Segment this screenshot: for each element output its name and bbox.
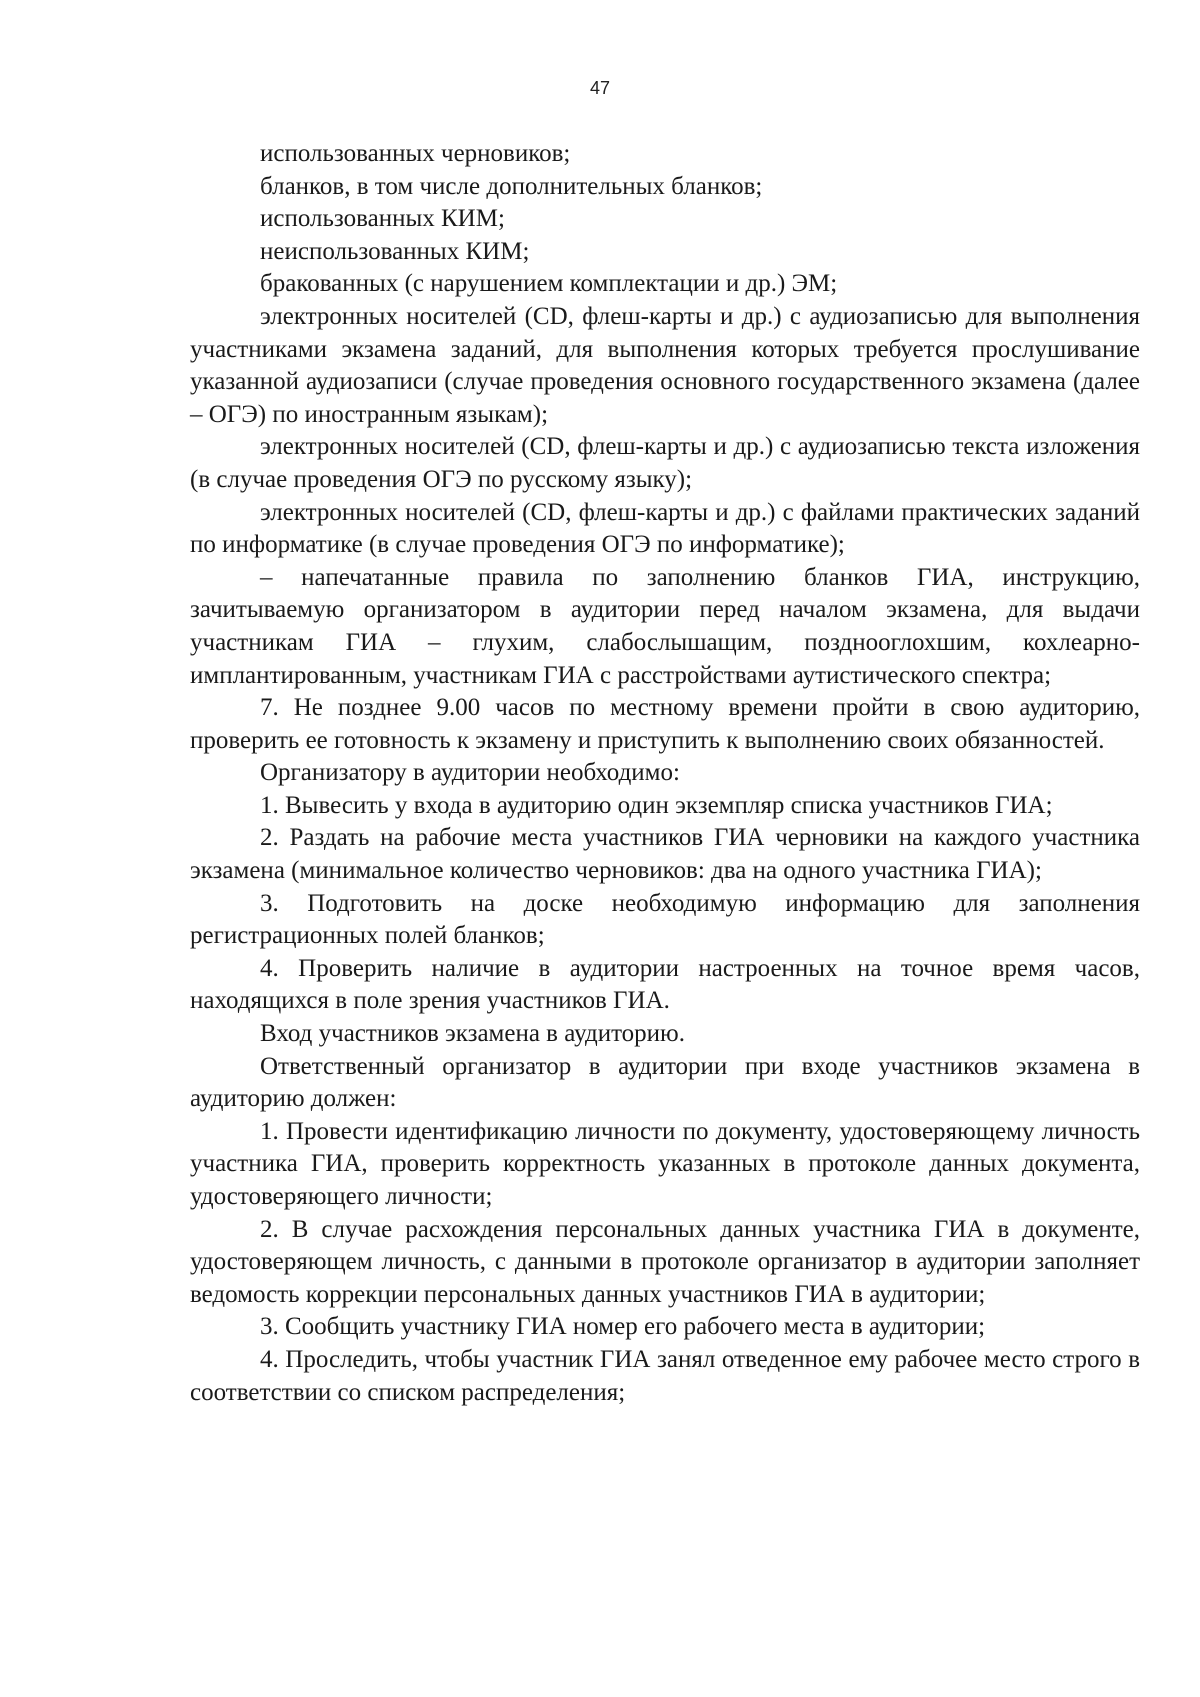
list-item-informatics-files: электронных носителей (CD, флеш-карты и др.) с файлами практических заданий по информатике (в случае проведения ОГЭ по информатике); (190, 498, 1140, 559)
list-item-used-drafts: использованных черновиков; (260, 140, 571, 167)
organizer-step-1: 1. Вывесить у входа в аудиторию один экземпляр списка участников ГИА; (260, 791, 1053, 819)
list-item-defective-em: бракованных (с нарушением комплектации и др.) ЭМ; (260, 270, 838, 298)
organizer-step-2: 2. Раздать на рабочие места участников ГИА черновики на каждого участника экзамена (минимальное количество черновиков: два на одного участника ГИА); (190, 824, 1140, 885)
list-item-blanks: бланков, в том числе дополнительных бланков; (260, 172, 763, 200)
list-item-presentation-audio: электронных носителей (CD, флеш-карты и др.) с аудиозаписью текста изложения (в случае проведения ОГЭ по русскому языку); (190, 433, 1140, 493)
section-entry-heading: Вход участников экзамена в аудиторию. (260, 1020, 685, 1048)
list-item-used-kim: использованных КИМ; (260, 205, 505, 233)
paragraph-organizer-heading: Организатору в аудитории необходимо: (260, 759, 680, 787)
paragraph-item-7: 7. Не позднее 9.00 часов по местному времени пройти в свою аудиторию, проверить ее готовность к экзамену и приступить к выполнению своих обязанностей. (190, 694, 1140, 754)
page-number: 47 (589, 78, 611, 98)
entry-step-3: 3. Сообщить участнику ГИА номер его рабочего места в аудитории; (260, 1313, 986, 1341)
document-body (190, 138, 1140, 1409)
organizer-step-4: 4. Проверить наличие в аудитории настроенных на точное время часов, находящихся в поле зрения участников ГИА. (190, 954, 1140, 1015)
list-item-audio-media: электронных носителей (CD, флеш-карты и др.) с аудиозаписью для выполнения участниками экзамена заданий, для выполнения которых требуется прослушивание указанной аудиозаписи (случае проведения основного государственного экзамена (далее – ОГЭ) по иностранным языкам); (190, 302, 1140, 428)
list-item-printed-rules: – напечатанные правила по заполнению бланков ГИА, инструкцию, зачитываемую организатором в аудитории перед началом экзамена, для выдачи участникам ГИА – глухим, слабослышащим, позднооглохшим, кохлеарно-имплантированным, участникам ГИА с расстройствами аутистического спектра; (190, 563, 1140, 689)
list-item-unused-kim: неиспользованных КИМ; (260, 237, 530, 265)
entry-step-2: 2. В случае расхождения персональных данных участника ГИА в документе, удостоверяющем личность, с данными в протоколе организатор в аудитории заполняет ведомость коррекции персональных данных участников ГИА в аудитории; (190, 1215, 1140, 1308)
entry-step-1: 1. Провести идентификацию личности по документу, удостоверяющему личность участника ГИА, проверить корректность указанных в протоколе данных документа, удостоверяющего личности; (190, 1117, 1140, 1210)
paragraph-responsible-organizer: Ответственный организатор в аудитории при входе участников экзамена в аудиторию должен: (190, 1052, 1140, 1113)
entry-step-4: 4. Проследить, чтобы участник ГИА занял отведенное ему рабочее место строго в соответствии со списком распределения; (190, 1345, 1140, 1406)
organizer-step-3: 3. Подготовить на доске необходимую информацию для заполнения регистрационных полей бланков; (190, 889, 1140, 950)
